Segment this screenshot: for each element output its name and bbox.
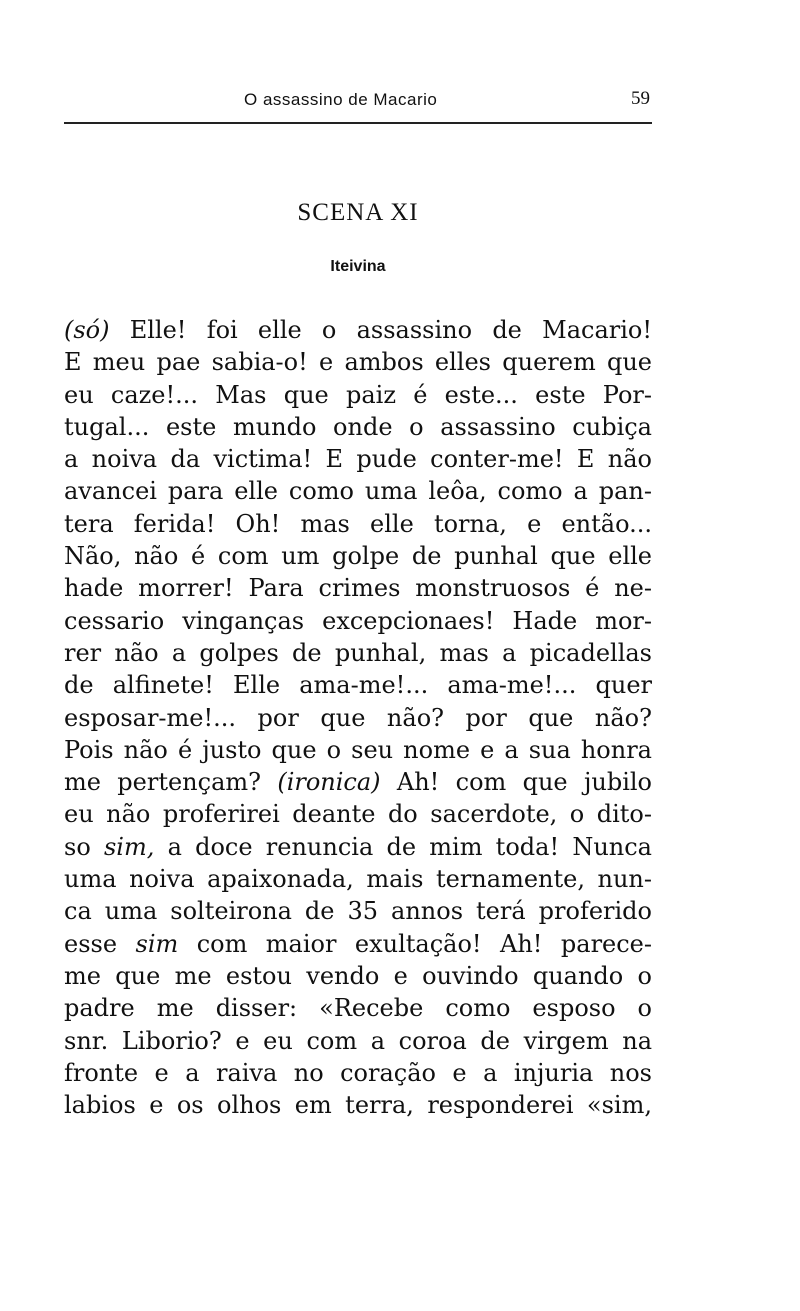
text-segment: eu não proferirei deante do sacerdote, o dito- xyxy=(64,800,652,829)
text-segment: eu caze!... Mas que paiz é este... este Por- xyxy=(64,380,652,409)
italic-segment: sim, xyxy=(103,832,155,861)
text-line xyxy=(64,1089,652,1121)
text-segment: avancei para elle como uma leôa, como a pan- xyxy=(64,477,652,506)
text-segment: Não, não é com um golpe de punhal que elle xyxy=(64,542,652,571)
text-line xyxy=(64,475,652,507)
text-segment: padre me disser: «Recebe como esposo o xyxy=(64,994,652,1023)
text-line xyxy=(64,1057,652,1089)
italic-segment: sim xyxy=(135,929,179,958)
text-segment: labios e os olhos em terra, responderei «sim, xyxy=(64,1091,652,1120)
text-line xyxy=(64,637,652,669)
running-title: O assassino de Macario xyxy=(244,90,438,109)
text-line xyxy=(64,379,652,411)
text-segment: snr. Liborio? e eu com a coroa de virgem na xyxy=(64,1026,652,1055)
text-segment: E meu pae sabia-o! e ambos elles querem que xyxy=(64,348,652,377)
text-line xyxy=(64,508,652,540)
text-line xyxy=(64,572,652,604)
text-line xyxy=(64,992,652,1024)
text-segment: com maior exultação! Ah! parece- xyxy=(178,929,652,958)
italic-segment: (só) xyxy=(64,316,110,344)
text-segment: esse xyxy=(64,929,136,958)
text-segment: tera ferida! Oh! mas elle torna, e então... xyxy=(64,509,652,538)
text-line xyxy=(64,831,652,863)
text-segment: rer não a golpes de punhal, mas a picadellas xyxy=(64,638,652,667)
text-line xyxy=(64,540,652,572)
text-line xyxy=(64,669,652,701)
text-line xyxy=(64,1025,652,1057)
text-line xyxy=(64,895,652,927)
text-segment: uma noiva apaixonada, mais ternamente, nun- xyxy=(64,865,652,894)
running-header xyxy=(64,86,652,116)
text-segment: esposar-me!... por que não? por que não? xyxy=(64,703,652,732)
text-line xyxy=(64,798,652,830)
text-segment: me pertençam? xyxy=(64,768,278,797)
text-line xyxy=(64,960,652,992)
body-text xyxy=(64,314,652,1121)
text-segment: a noiva da victima! E pude conter-me! E não xyxy=(64,445,652,474)
text-segment: Ah! com que jubilo xyxy=(380,768,653,797)
text-segment: hade morrer! Para crimes monstruosos é ne- xyxy=(64,574,652,603)
character-name: Iteivina xyxy=(330,258,386,275)
text-segment: cessario vinganças excepcionaes! Hade mor- xyxy=(64,606,652,635)
page-number: 59 xyxy=(631,88,650,109)
text-line xyxy=(64,346,652,378)
text-line xyxy=(64,702,652,734)
text-line xyxy=(64,443,652,475)
header-rule xyxy=(64,122,652,124)
text-line xyxy=(64,928,652,960)
text-line xyxy=(64,863,652,895)
italic-segment: (ironica) xyxy=(277,768,381,797)
text-segment: me que me estou vendo e ouvindo quando o xyxy=(64,961,652,990)
scene-title: SCENA XI xyxy=(297,199,419,226)
text-segment: de alfinete! Elle ama-me!... ama-me!... quer xyxy=(64,671,652,700)
text-segment: so xyxy=(64,832,104,861)
text-line xyxy=(64,605,652,637)
text-segment: ca uma solteirona de 35 annos terá proferido xyxy=(64,897,652,926)
text-segment: Pois não é justo que o seu nome e a sua honra xyxy=(64,735,652,764)
text-line xyxy=(64,766,652,798)
text-segment: Elle! foi elle o assassino de Macario! xyxy=(109,316,652,344)
text-segment: a doce renuncia de mim toda! Nunca xyxy=(154,832,652,861)
text-line xyxy=(64,314,652,346)
text-line xyxy=(64,411,652,443)
text-segment: tugal... este mundo onde o assassino cubiça xyxy=(64,412,652,441)
text-line xyxy=(64,734,652,766)
text-segment: fronte e a raiva no coração e a injuria nos xyxy=(64,1058,652,1087)
